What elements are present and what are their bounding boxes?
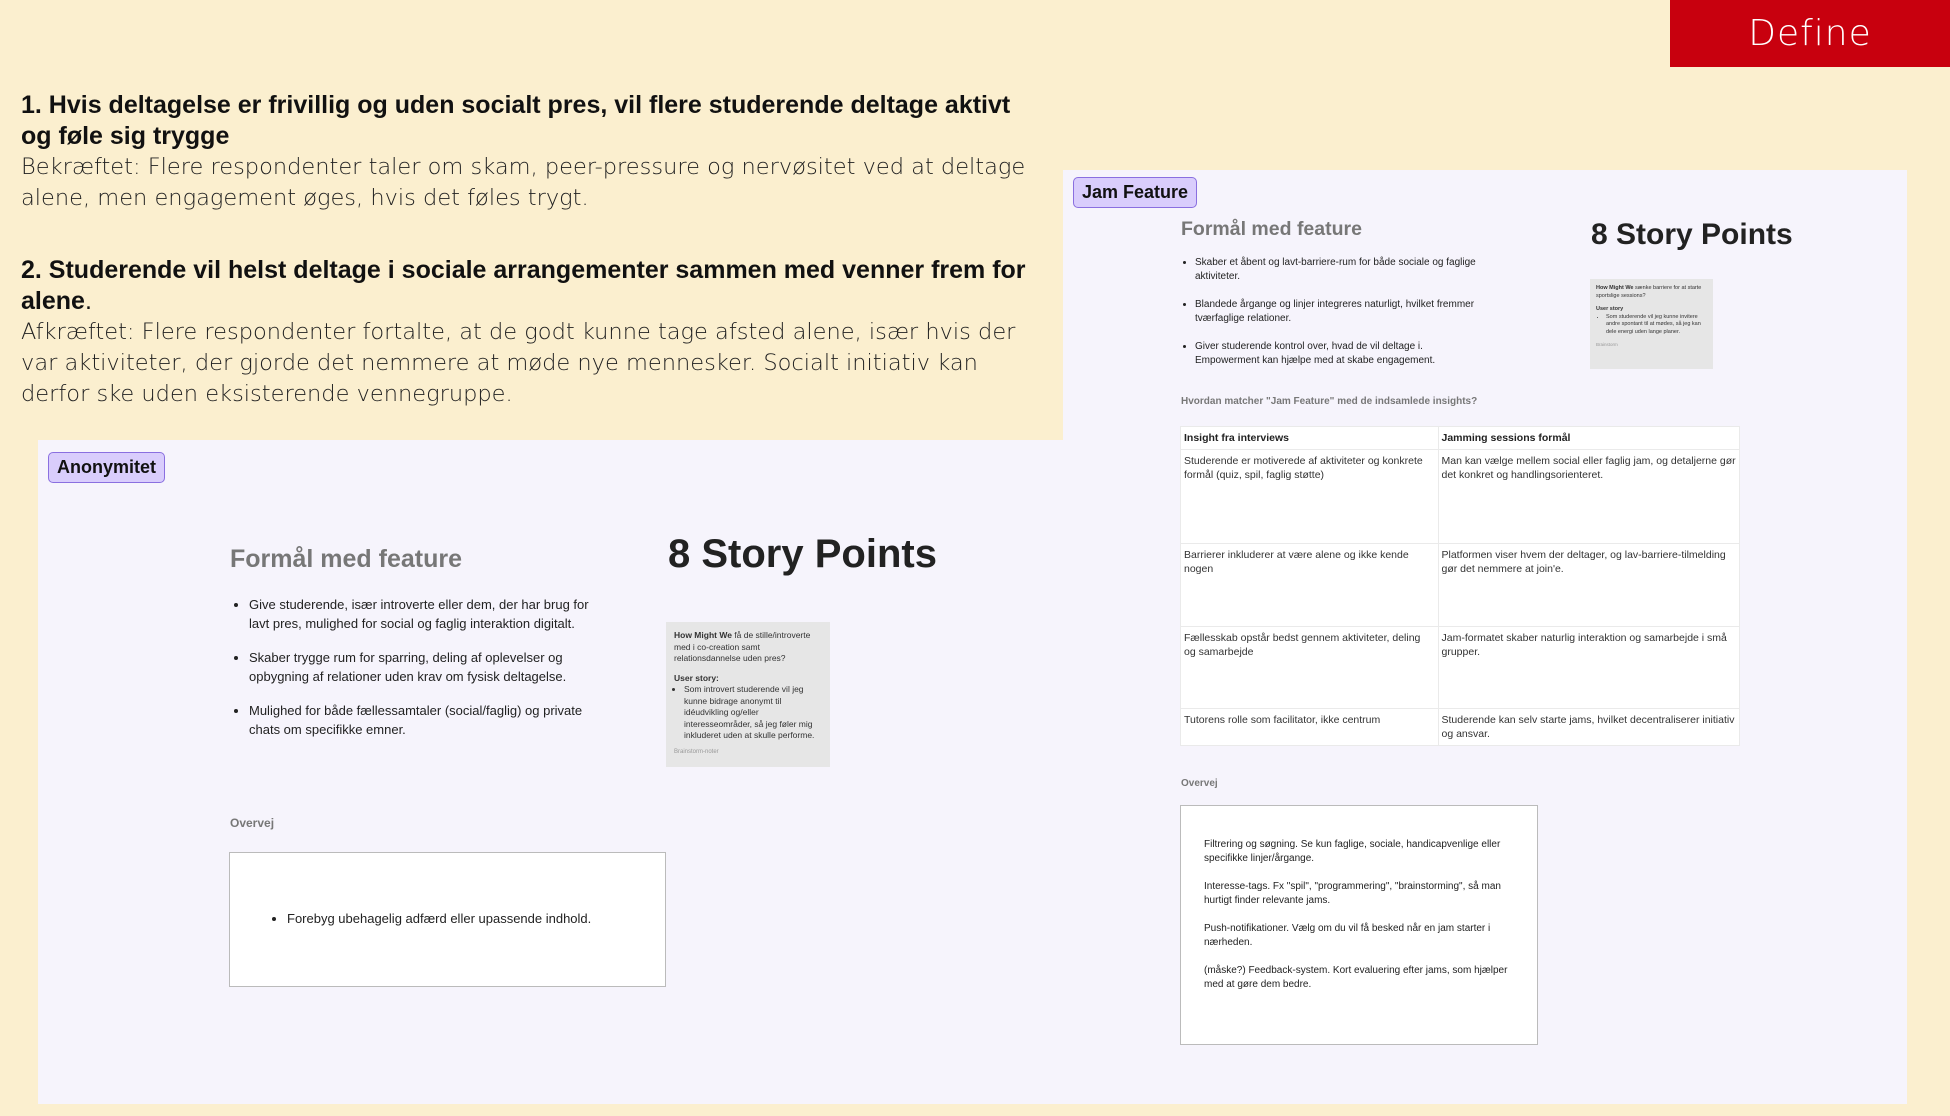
hypothesis-1-title: 1. Hvis deltagelse er frivillig og uden socialt pres, vil flere studerende deltage aktivt og føle sig trygge xyxy=(21,91,1011,150)
list-item: (måske?) Feedback-system. Kort evaluering efter jams, som hjælper med at gøre dem bedre. xyxy=(1204,965,1508,990)
anon-story-points: 8 Story Points xyxy=(668,532,937,576)
hypothesis-2 xyxy=(21,255,1026,410)
table-cell: Studerende kan selv starte jams, hvilket decentraliserer initiativ og ansvar. xyxy=(1438,709,1740,746)
jam-hmw-card: How Might We sænke barriere for at starte sportslige sessions? User story • Som studerende vil jeg kunne invitere andre spontant til at mødes, så jeg kan dele energi uden lange planer. Brainstorm xyxy=(1590,279,1713,369)
list-item: Push-notifikationer. Vælg om du vil få besked når en jam starter i nærheden. xyxy=(1204,923,1491,948)
anon-overvej-box xyxy=(229,852,666,987)
table-cell: Man kan vælge mellem social eller faglig jam, og detaljerne gør det konkret og handlingsorienteret. xyxy=(1438,450,1740,544)
jam-match-label: Hvordan matcher "Jam Feature" med de indsamlede insights? xyxy=(1181,396,1478,407)
list-item: • Give studerende, især introverte eller dem, der har brug for lavt pres, mulighed for social og faglig interaktion digitalt. xyxy=(249,595,609,633)
table-header: Insight fra interviews xyxy=(1181,427,1439,450)
hypothesis-2-body: Afkræftet: Flere respondenter fortalte, at de godt kunne tage afsted alene, især hvis der var aktiviteter, der gjorde det nemmere at møde nye mennesker. Socialt initiativ kan derfor ske uden eksisterende vennegruppe. xyxy=(21,319,1016,407)
anon-overvej-label: Overvej xyxy=(230,816,275,830)
list-item: • Mulighed for både fællessamtaler (social/faglig) og private chats om specifikke emner. xyxy=(249,701,609,739)
anonymitet-board xyxy=(38,440,1063,1104)
hypothesis-1 xyxy=(21,90,1026,214)
jam-purpose-list xyxy=(1195,256,1485,383)
table-cell: Studerende er motiverede af aktiviteter og konkrete formål (quiz, spil, faglig støtte) xyxy=(1181,450,1439,544)
jam-overvej-label: Overvej xyxy=(1181,778,1218,789)
table-cell: Platformen viser hvem der deltager, og lav-barriere-tilmelding gør det nemmere at join'e. xyxy=(1438,544,1740,627)
hypothesis-1-body: Bekræftet: Flere respondenter taler om skam, peer-pressure og nervøsitet ved at deltage alene, men engagement øges, hvis det føles trygt. xyxy=(21,154,1026,211)
table-cell: Fællesskab opstår bedst gennem aktiviteter, deling og samarbejde xyxy=(1181,627,1439,709)
jam-tag: Jam Feature xyxy=(1073,177,1197,208)
list-item: • Skaber trygge rum for sparring, deling af oplevelser og opbygning af relationer uden krav om fysisk deltagelse. xyxy=(249,648,609,686)
jam-purpose-heading: Formål med feature xyxy=(1181,218,1362,240)
list-item: Filtrering og søgning. Se kun faglige, sociale, handicapvenlige eller specifikke linjer/årgange. xyxy=(1204,839,1501,864)
table-row xyxy=(1181,450,1740,544)
anon-purpose-heading: Formål med feature xyxy=(230,545,463,573)
jam-board xyxy=(1063,170,1907,1104)
list-item: • Giver studerende kontrol over, hvad de vil deltage i. Empowerment kan hjælpe med at skabe engagement. xyxy=(1195,340,1485,368)
jam-story-points: 8 Story Points xyxy=(1591,218,1793,251)
list-item: Interesse-tags. Fx "spil", "programmering", "brainstorming", så man hurtigt finder relevante jams. xyxy=(1204,881,1501,906)
list-item: • Forebyg ubehagelig adfærd eller upassende indhold. xyxy=(287,911,591,926)
jam-overvej-box xyxy=(1180,805,1538,1045)
anon-purpose-list xyxy=(249,595,609,754)
table-row xyxy=(1181,627,1740,709)
insight-table xyxy=(1180,426,1740,746)
anonymitet-tag: Anonymitet xyxy=(48,452,165,483)
table-row xyxy=(1181,709,1740,746)
anon-hmw-card: How Might We få de stille/introverte med i co-creation samt relationsdannelse uden pres? User story: • Som introvert studerende vil jeg kunne bidrage anonymt til idéudvikling og/eller interesseområder, så jeg føler mig inkluderet uden at skulle performe. Brainstorm-noter xyxy=(666,622,830,767)
section-define-label: Define xyxy=(1670,0,1950,67)
list-item: • Skaber et åbent og lavt-barriere-rum for både sociale og faglige aktiviteter. xyxy=(1195,256,1485,284)
list-item: • Blandede årgange og linjer integreres naturligt, hvilket fremmer tværfaglige relationer. xyxy=(1195,298,1485,326)
hypothesis-2-title: 2. Studerende vil helst deltage i sociale arrangementer sammen med venner frem for alene. xyxy=(21,256,1026,315)
table-cell: Barrierer inkluderer at være alene og ikke kende nogen xyxy=(1181,544,1439,627)
table-header-row xyxy=(1181,427,1740,450)
table-header: Jamming sessions formål xyxy=(1438,427,1740,450)
table-cell: Jam-formatet skaber naturlig interaktion og samarbejde i små grupper. xyxy=(1438,627,1740,709)
table-row xyxy=(1181,544,1740,627)
table-cell: Tutorens rolle som facilitator, ikke centrum xyxy=(1181,709,1439,746)
